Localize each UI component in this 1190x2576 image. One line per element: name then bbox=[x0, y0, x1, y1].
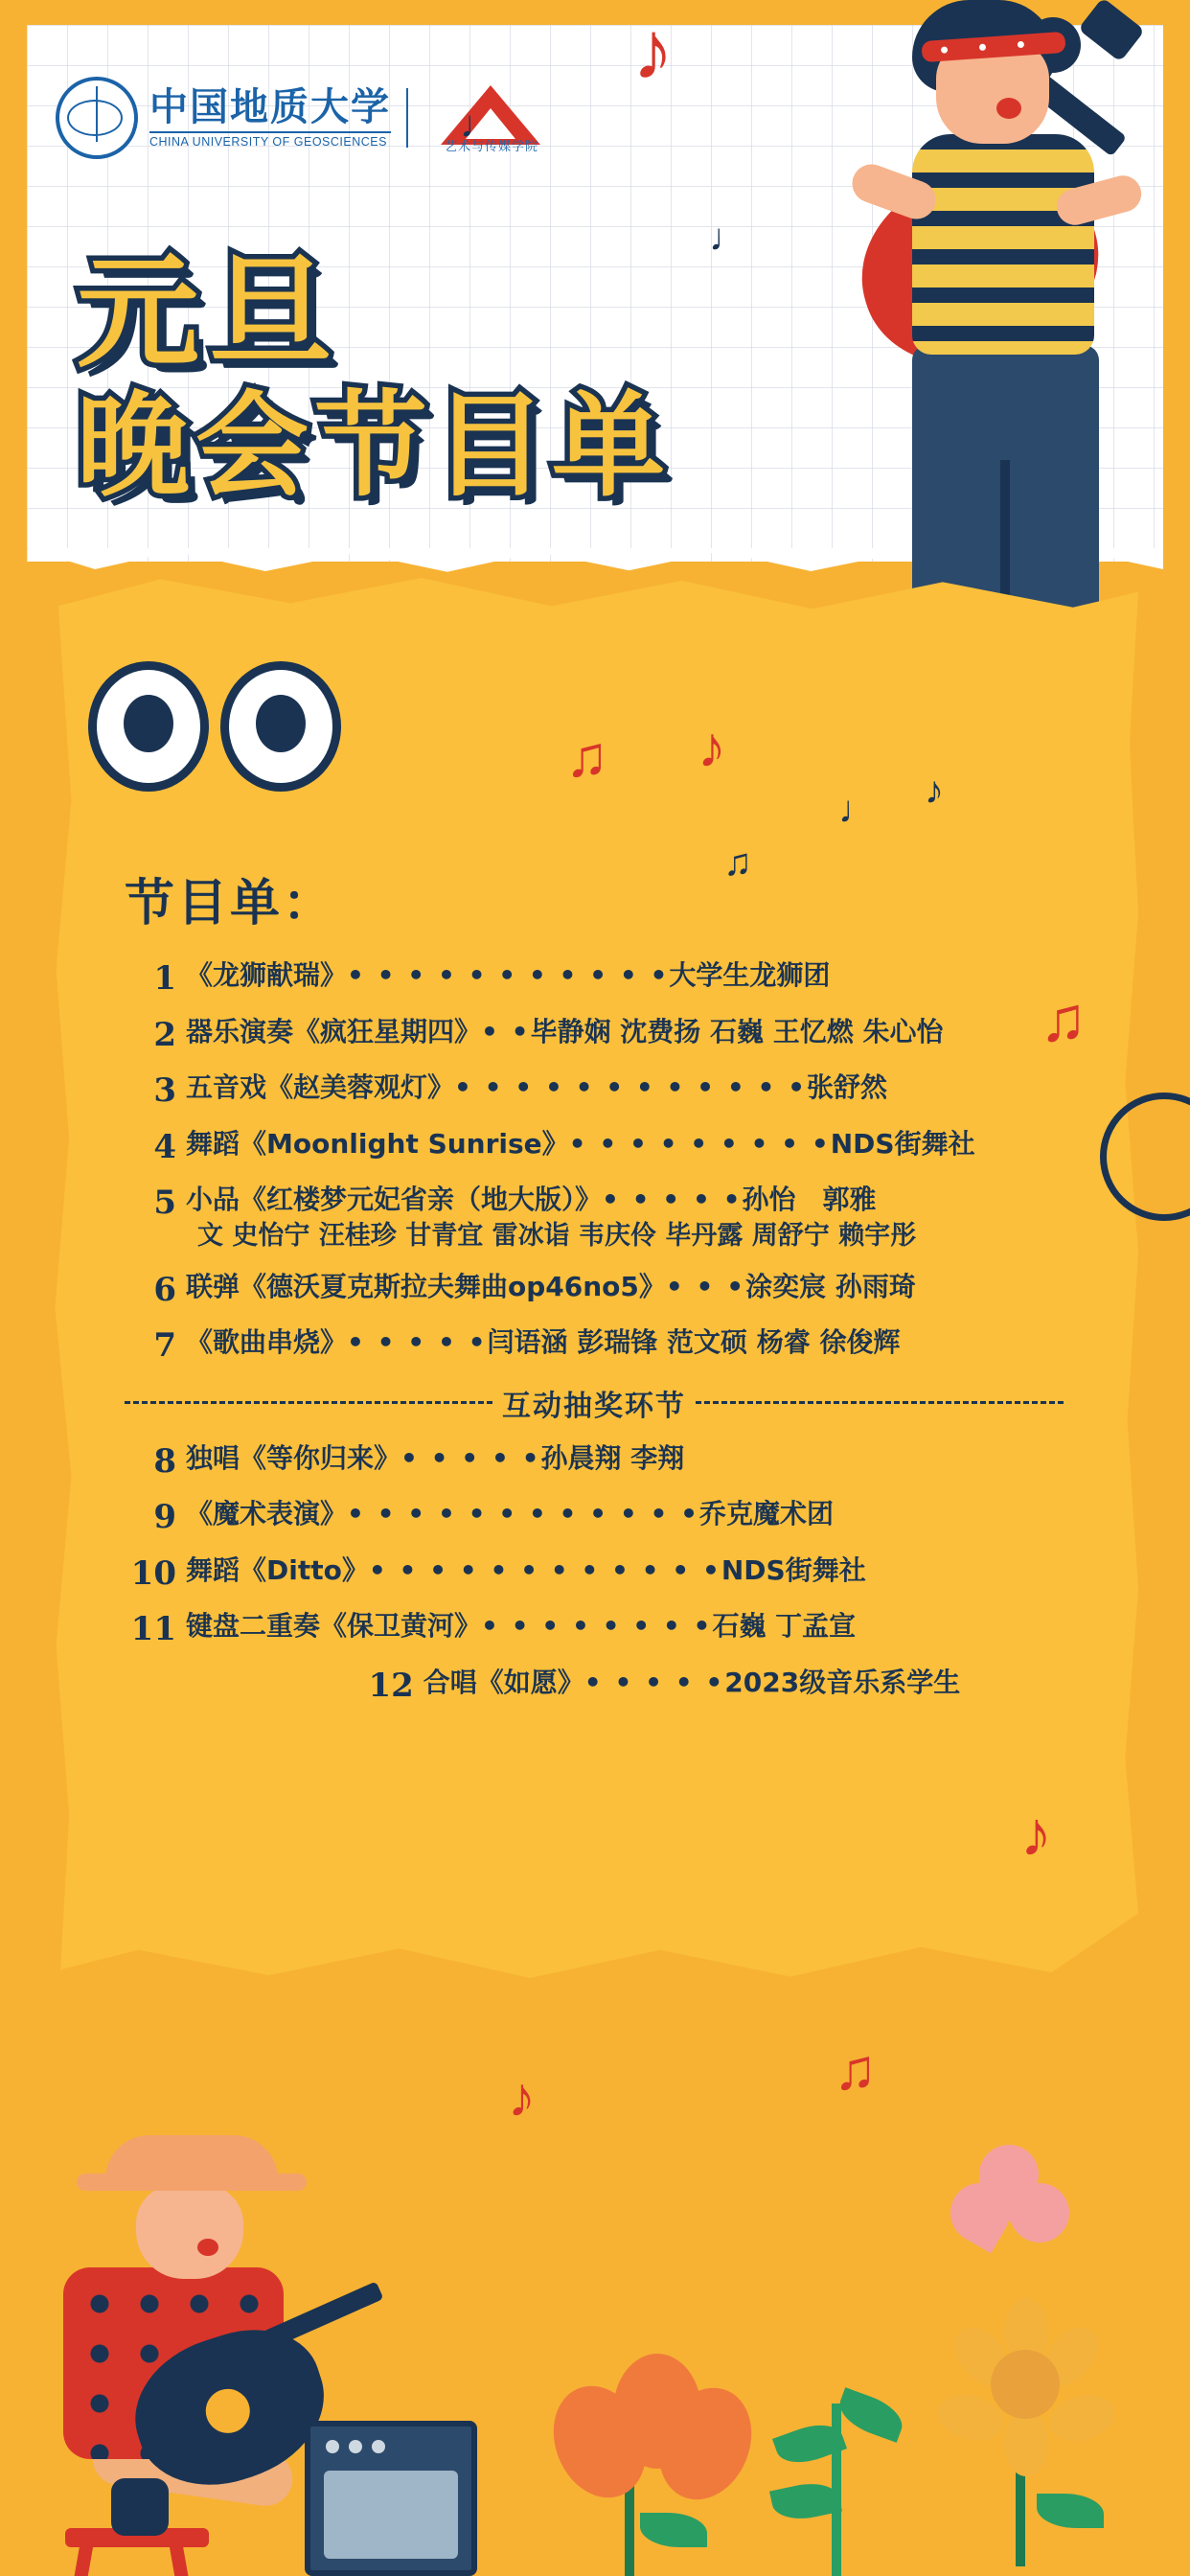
program-performers: 张舒然 bbox=[807, 1071, 888, 1103]
program-dots: • • • • • • • • • • • bbox=[347, 959, 670, 991]
divider-label: 互动抽奖环节 bbox=[502, 1390, 686, 1422]
program-dots: • • • bbox=[665, 1270, 746, 1302]
music-note-icon: ♩ bbox=[709, 217, 747, 259]
flower-petal bbox=[1004, 2409, 1048, 2476]
program-performers-continued: 文 史怡宁 汪桂珍 甘青宜 雷冰诣 韦庆伶 毕丹露 周舒宁 赖宇彤 bbox=[197, 1221, 917, 1252]
program-dots: • • • • • bbox=[347, 1326, 488, 1359]
divider-line-right bbox=[696, 1401, 1064, 1404]
program-performers: 大学生龙狮团 bbox=[669, 959, 831, 991]
player-mouth bbox=[996, 98, 1021, 119]
music-note-icon: ♪ bbox=[508, 2066, 536, 2128]
flower-leaf bbox=[640, 2513, 707, 2547]
list-item bbox=[125, 1553, 1064, 1595]
player-shoe bbox=[111, 2478, 169, 2536]
music-note-icon: ♫ bbox=[723, 841, 752, 884]
program-performers: 毕静娴 沈费扬 石巍 王忆燃 朱心怡 bbox=[530, 1015, 944, 1047]
program-list bbox=[125, 958, 1064, 1721]
amp-grille bbox=[324, 2471, 458, 2559]
flower-pink-icon bbox=[950, 2145, 1075, 2260]
program-title: 《歌曲串烧》 bbox=[186, 1326, 348, 1359]
title-line-2: 晚会节目单 bbox=[77, 379, 672, 512]
program-performers: 孙怡 郭雅 bbox=[742, 1184, 877, 1215]
program-number: 9 bbox=[153, 1498, 176, 1537]
program-dots: • • • • • bbox=[584, 1666, 725, 1698]
program-number: 4 bbox=[153, 1127, 176, 1166]
program-number: 2 bbox=[153, 1015, 176, 1054]
list-item bbox=[125, 1070, 1064, 1112]
flower-leaf bbox=[1037, 2494, 1104, 2528]
program-dots: • • • • • • • • • • • • bbox=[454, 1071, 808, 1103]
music-note-icon: ♩ bbox=[460, 104, 498, 146]
player-mouth bbox=[197, 2239, 218, 2256]
program-dots: • • • • • • • • bbox=[481, 1610, 713, 1643]
program-number: 1 bbox=[153, 959, 176, 998]
eye-left-icon bbox=[88, 661, 209, 792]
title-line-1: 元旦 bbox=[77, 242, 342, 384]
college-name: 艺术与传媒学院 bbox=[444, 139, 538, 153]
music-note-icon: ♪ bbox=[632, 5, 674, 97]
program-performers: 涂奕宸 孙雨琦 bbox=[745, 1270, 916, 1302]
program-dots: • • • • • bbox=[400, 1441, 541, 1474]
list-item bbox=[125, 958, 1064, 1000]
program-number: 8 bbox=[153, 1441, 176, 1481]
program-title: 舞蹈《Moonlight Sunrise》 bbox=[186, 1127, 569, 1160]
logo-divider bbox=[406, 88, 408, 148]
program-performers: NDS街舞社 bbox=[721, 1553, 866, 1586]
university-name-block bbox=[149, 84, 391, 149]
list-item bbox=[125, 1666, 1064, 1707]
list-item bbox=[125, 1015, 1064, 1056]
program-performers: 闫语涵 彭瑞锋 范文硕 杨睿 徐俊辉 bbox=[487, 1326, 901, 1359]
program-dots: • • • • • • • • • • • • bbox=[347, 1498, 700, 1530]
program-dots: • • • • • • • • • bbox=[568, 1127, 831, 1160]
list-item bbox=[125, 1127, 1064, 1168]
music-note-icon: ♪ bbox=[698, 715, 726, 779]
flower-orange-icon bbox=[537, 2327, 747, 2576]
program-dots: • • bbox=[481, 1015, 531, 1047]
guitar-headstock-icon bbox=[1078, 0, 1145, 62]
guitar-amplifier-icon bbox=[305, 2421, 477, 2576]
music-note-icon: ♫ bbox=[834, 2037, 877, 2102]
program-number: 7 bbox=[153, 1326, 176, 1366]
program-title: 《龙狮献瑞》 bbox=[186, 959, 348, 991]
stool-leg-left bbox=[70, 2542, 94, 2576]
program-number: 12 bbox=[368, 1666, 414, 1705]
program-dots: • • • • • • • • • • • • bbox=[368, 1553, 721, 1586]
program-title: 舞蹈《Ditto》 bbox=[186, 1553, 369, 1586]
eyes-icon bbox=[88, 661, 341, 792]
list-item bbox=[125, 1497, 1064, 1538]
divider-line-left bbox=[125, 1401, 492, 1404]
player-torso bbox=[912, 134, 1094, 355]
program-performers: 乔克魔术团 bbox=[699, 1498, 835, 1530]
flower-leaf bbox=[834, 2387, 908, 2443]
stool-leg-right bbox=[170, 2542, 194, 2576]
university-emblem-icon bbox=[56, 77, 138, 159]
music-note-icon: ♪ bbox=[1020, 1798, 1052, 1869]
program-performers: NDS街舞社 bbox=[830, 1127, 975, 1160]
amp-knobs bbox=[326, 2440, 385, 2453]
music-note-icon: ♩ bbox=[838, 789, 877, 831]
list-item bbox=[125, 1609, 1064, 1650]
program-number: 10 bbox=[130, 1553, 176, 1593]
program-number: 5 bbox=[153, 1184, 176, 1222]
eye-right-icon bbox=[220, 661, 341, 792]
program-title: 器乐演奏《疯狂星期四》 bbox=[186, 1015, 482, 1047]
flower-center bbox=[991, 2350, 1060, 2419]
program-dots: • • • • • bbox=[602, 1184, 743, 1215]
university-name-en: CHINA UNIVERSITY OF GEOSCIENCES bbox=[149, 131, 391, 149]
program-title: 小品《红楼梦元妃省亲（地大版）》 bbox=[186, 1184, 603, 1215]
music-note-icon: ♫ bbox=[565, 724, 608, 789]
list-item bbox=[125, 1270, 1064, 1311]
lottery-divider bbox=[125, 1382, 1064, 1424]
program-title: 五音戏《赵美蓉观灯》 bbox=[186, 1071, 455, 1103]
program-title: 独唱《等你归来》 bbox=[186, 1441, 401, 1474]
music-note-icon: ♪ bbox=[925, 770, 944, 812]
program-number: 11 bbox=[130, 1610, 176, 1649]
program-number: 6 bbox=[153, 1270, 176, 1309]
poster-title bbox=[77, 242, 672, 512]
list-item bbox=[125, 1441, 1064, 1483]
program-performers: 孙晨翔 李翔 bbox=[540, 1441, 685, 1474]
music-note-icon: ♫ bbox=[1040, 983, 1087, 1054]
program-title: 《魔术表演》 bbox=[186, 1498, 348, 1530]
player-hat-brim bbox=[77, 2174, 307, 2191]
list-item bbox=[125, 1325, 1064, 1367]
program-list-heading: 节目单： bbox=[125, 875, 336, 932]
program-number: 3 bbox=[153, 1071, 176, 1110]
program-performers: 石巍 丁孟宣 bbox=[712, 1610, 857, 1643]
flower-sunflower-icon bbox=[903, 2288, 1133, 2566]
university-name-cn: 中国地质大学 bbox=[149, 84, 391, 129]
list-item bbox=[125, 1183, 1064, 1254]
player-face bbox=[136, 2185, 243, 2279]
program-performers: 2023级音乐系学生 bbox=[724, 1666, 961, 1698]
program-title: 联弹《德沃夏克斯拉夫舞曲op46no5》 bbox=[186, 1270, 666, 1302]
program-title: 合唱《如愿》 bbox=[423, 1666, 584, 1698]
program-title: 键盘二重奏《保卫黄河》 bbox=[186, 1610, 482, 1643]
